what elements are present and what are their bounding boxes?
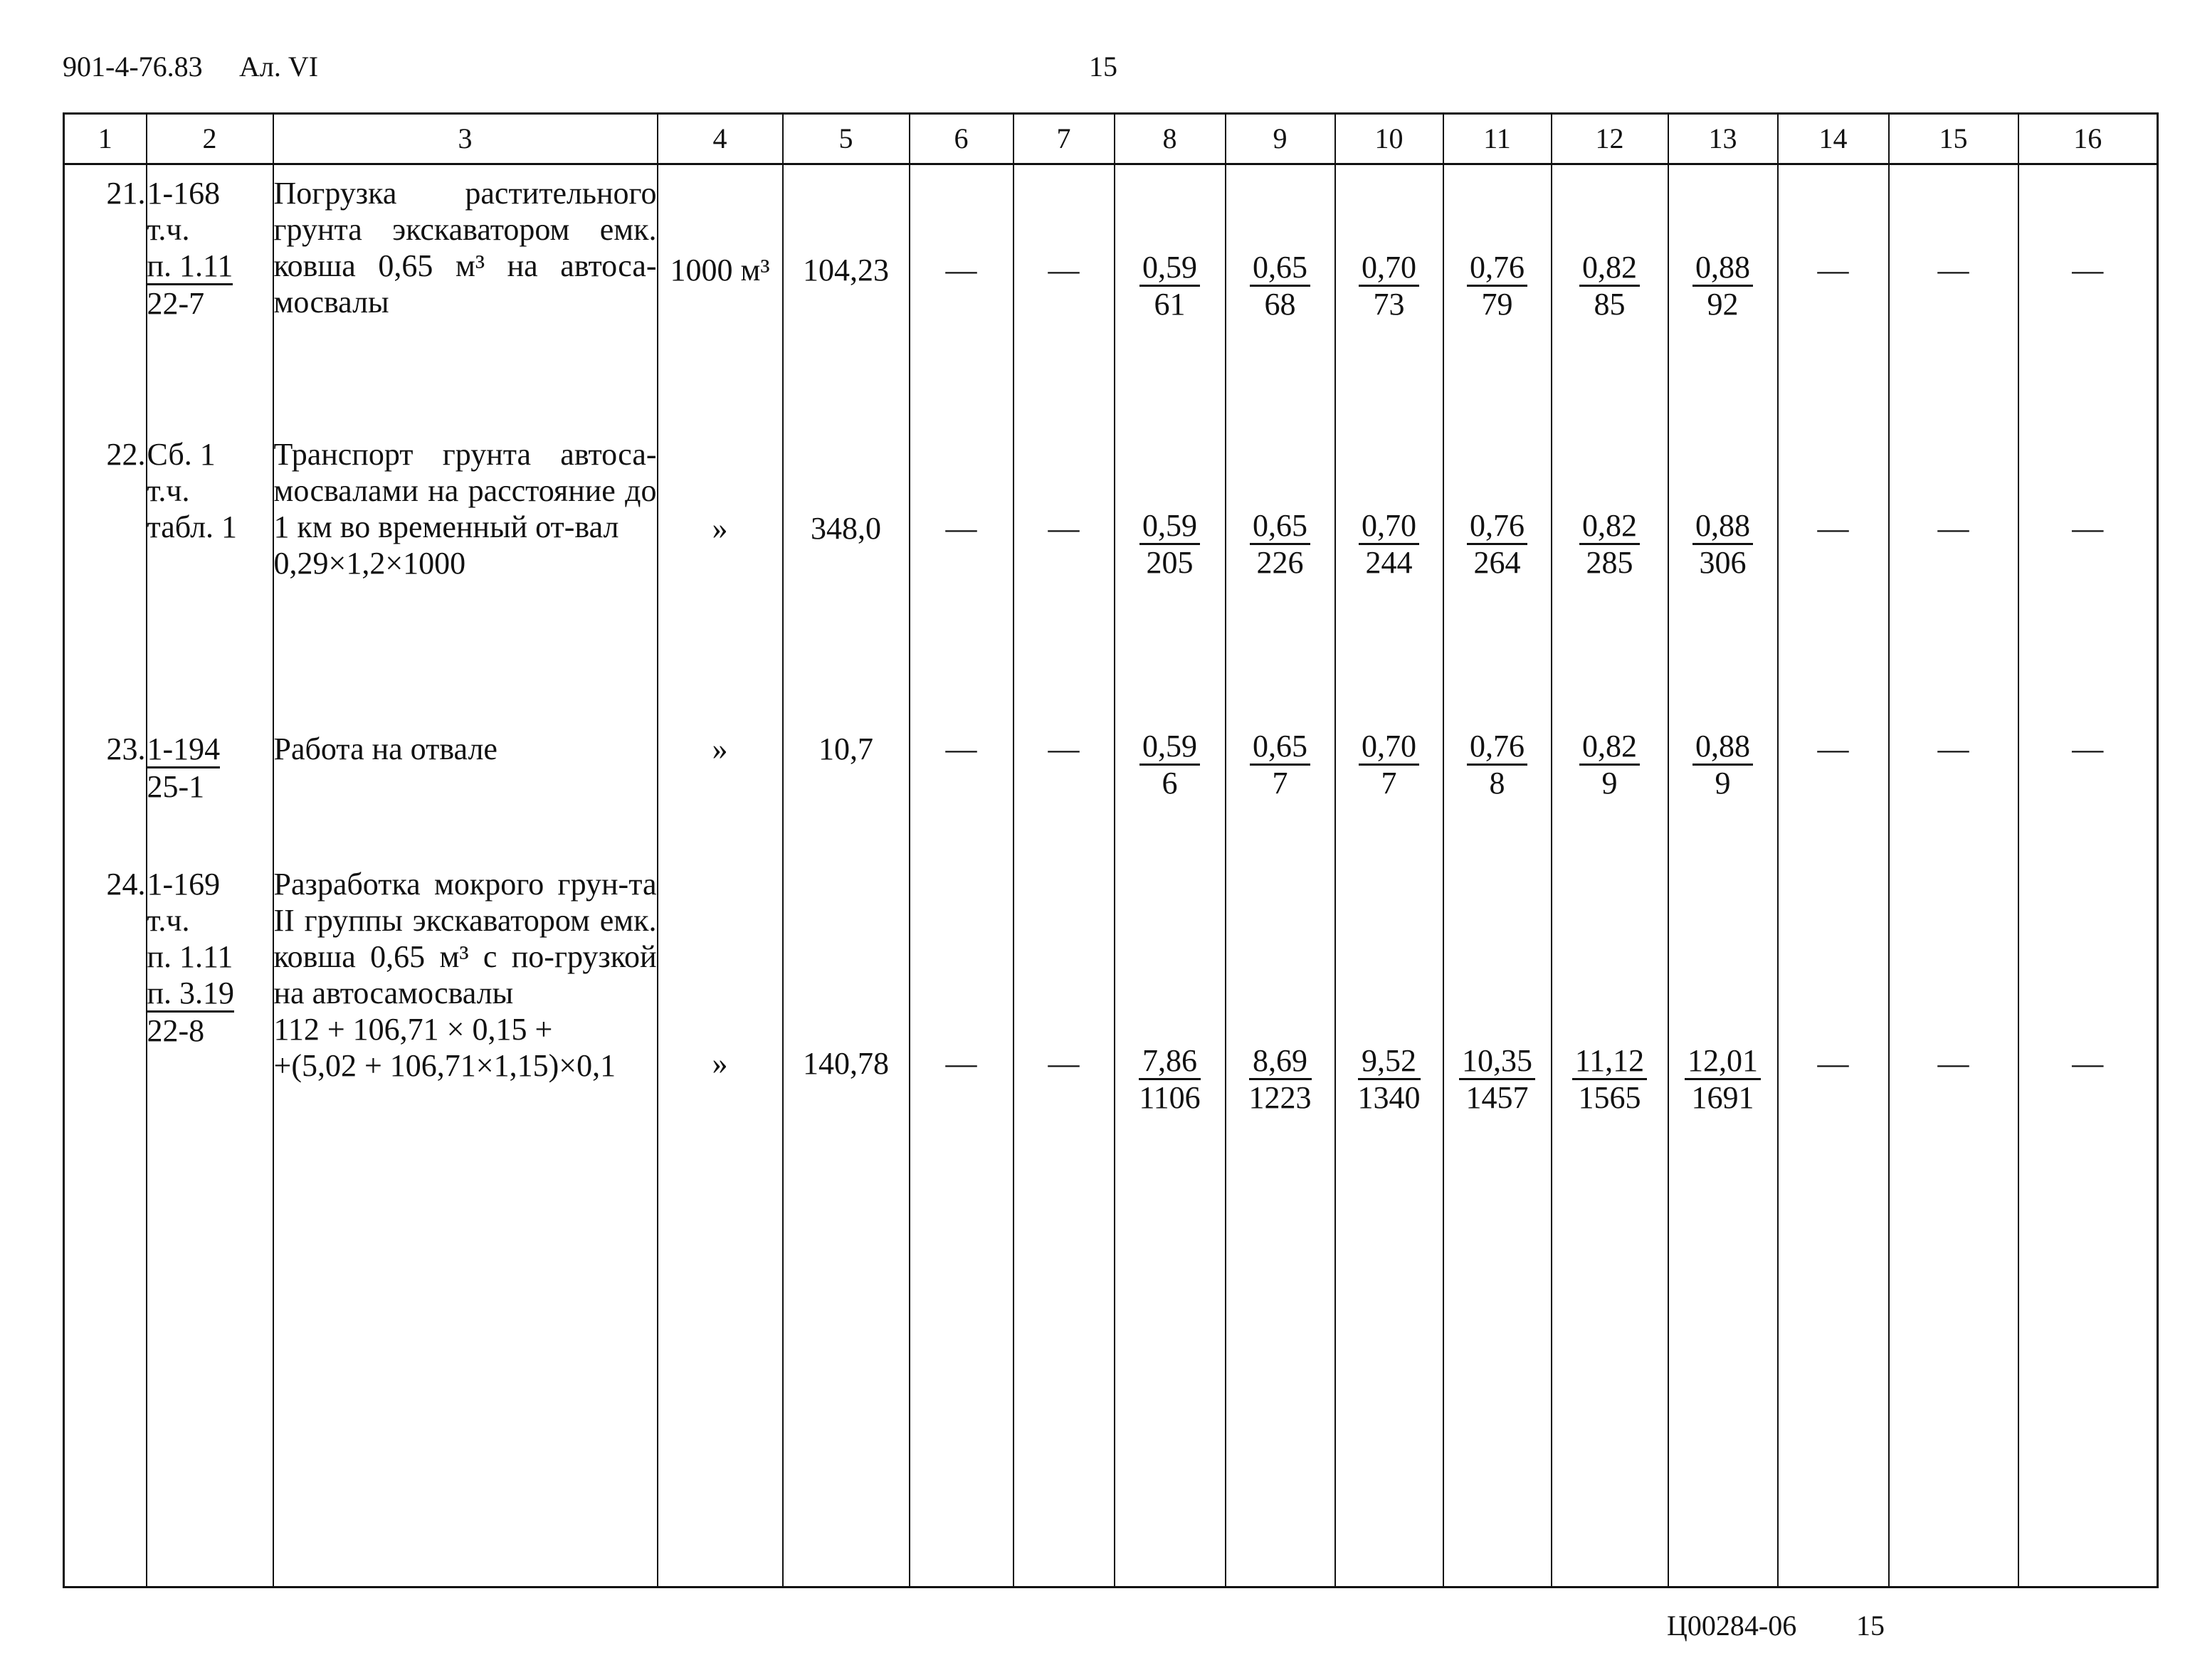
reference-line: 1-168 bbox=[147, 176, 221, 211]
dash: — bbox=[1937, 510, 1969, 546]
coefficient: 0,59 bbox=[1139, 509, 1200, 545]
coefficient-value: 226 bbox=[1256, 544, 1304, 580]
unit: » bbox=[712, 1045, 728, 1081]
coefficient-cell bbox=[1668, 164, 1778, 426]
coefficient: 0,88 bbox=[1692, 509, 1753, 545]
coefficient-fraction bbox=[1579, 509, 1640, 581]
dash: — bbox=[2072, 731, 2104, 766]
estimate-table bbox=[63, 112, 2159, 1588]
coefficient-cell bbox=[1335, 164, 1443, 426]
coefficient: 0,76 bbox=[1467, 729, 1527, 766]
coefficient-fraction bbox=[1579, 250, 1640, 322]
coefficient-value: 92 bbox=[1707, 287, 1739, 322]
coefficient: 0,65 bbox=[1250, 729, 1310, 766]
coefficient-value: 61 bbox=[1154, 287, 1186, 322]
coefficient: 0,88 bbox=[1692, 729, 1753, 766]
coefficient-value: 244 bbox=[1365, 544, 1413, 580]
column-number: 3 bbox=[273, 114, 658, 164]
unit-cell bbox=[658, 426, 783, 721]
coefficient: 0,59 bbox=[1139, 250, 1200, 287]
coefficient: 0,70 bbox=[1359, 509, 1419, 545]
column-number: 7 bbox=[1013, 114, 1115, 164]
coefficient-value: 7 bbox=[1381, 765, 1397, 801]
quantity-cell bbox=[783, 721, 910, 856]
coefficient-cell bbox=[1335, 426, 1443, 721]
unit: 1000 м³ bbox=[670, 253, 770, 287]
table-row bbox=[64, 856, 2158, 1587]
column-number-row bbox=[64, 114, 2158, 164]
empty-value-cell bbox=[1013, 164, 1115, 426]
coefficient-fraction bbox=[1692, 509, 1753, 581]
coefficient-cell bbox=[1115, 164, 1226, 426]
coefficient-cell bbox=[1668, 856, 1778, 1587]
album-number: Ал. VI bbox=[239, 51, 319, 83]
coefficient-cell bbox=[1226, 721, 1335, 856]
dash: — bbox=[2072, 510, 2104, 546]
coefficient-cell bbox=[1115, 721, 1226, 856]
empty-value-cell bbox=[2018, 721, 2158, 856]
coefficient-fraction bbox=[1692, 729, 1753, 801]
coefficient-fraction bbox=[1359, 509, 1419, 581]
column-number: 9 bbox=[1226, 114, 1335, 164]
coefficient-cell bbox=[1443, 856, 1552, 1587]
coefficient-value: 68 bbox=[1264, 287, 1296, 322]
coefficient-fraction bbox=[1579, 729, 1640, 801]
coefficient: 0,70 bbox=[1359, 250, 1419, 287]
dash: — bbox=[945, 253, 977, 287]
column-number: 5 bbox=[783, 114, 910, 164]
dash: — bbox=[945, 510, 977, 546]
empty-value-cell bbox=[1778, 164, 1889, 426]
quantity-cell bbox=[783, 164, 910, 426]
coefficient: 7,86 bbox=[1139, 1044, 1200, 1080]
coefficient-cell bbox=[1552, 856, 1668, 1587]
coefficient-cell bbox=[1443, 164, 1552, 426]
column-number: 15 bbox=[1889, 114, 2018, 164]
reference-numerator: п. 3.19 bbox=[147, 976, 235, 1013]
coefficient: 9,52 bbox=[1358, 1044, 1421, 1080]
dash: — bbox=[1937, 731, 1969, 766]
coefficient: 0,82 bbox=[1579, 509, 1640, 545]
reference-line: т.ч. bbox=[147, 902, 190, 938]
coefficient-cell bbox=[1226, 426, 1335, 721]
coefficient-value: 79 bbox=[1481, 287, 1513, 322]
reference-fraction bbox=[147, 248, 273, 285]
coefficient-fraction bbox=[1359, 729, 1419, 801]
coefficient-cell bbox=[1552, 164, 1668, 426]
column-number: 1 bbox=[64, 114, 147, 164]
coefficient-fraction bbox=[1685, 1044, 1761, 1116]
coefficient-fraction bbox=[1572, 1044, 1647, 1116]
footer-code: Ц00284-06 bbox=[1667, 1610, 1797, 1642]
column-number: 14 bbox=[1778, 114, 1889, 164]
coefficient-value: 1691 bbox=[1691, 1079, 1754, 1115]
coefficient-cell bbox=[1443, 721, 1552, 856]
coefficient-value: 1223 bbox=[1248, 1079, 1312, 1115]
empty-value-cell bbox=[910, 721, 1013, 856]
dash: — bbox=[1048, 510, 1080, 546]
row-number-cell bbox=[64, 721, 147, 856]
empty-value-cell bbox=[910, 426, 1013, 721]
table-row bbox=[64, 721, 2158, 856]
coefficient-fraction bbox=[1459, 1044, 1535, 1116]
column-number: 13 bbox=[1668, 114, 1778, 164]
coefficient-value: 1106 bbox=[1139, 1079, 1201, 1115]
table-row bbox=[64, 164, 2158, 426]
reference-cell bbox=[147, 164, 273, 426]
unit: » bbox=[712, 510, 728, 546]
row-number-cell bbox=[64, 164, 147, 426]
coefficient-fraction bbox=[1359, 250, 1419, 322]
empty-value-cell bbox=[1889, 164, 2018, 426]
coefficient: 0,82 bbox=[1579, 250, 1640, 287]
coefficient-value: 8 bbox=[1489, 765, 1505, 801]
coefficient-value: 9 bbox=[1715, 765, 1731, 801]
reference-numerator: п. 1.11 bbox=[147, 248, 233, 285]
coefficient-fraction bbox=[1467, 250, 1527, 322]
quantity: 348,0 bbox=[811, 510, 881, 546]
row-number-cell bbox=[64, 856, 147, 1587]
coefficient-fraction bbox=[1249, 1044, 1312, 1116]
description-line: Транспорт грунта автоса-мосвалами на расстояние до 1 км во временный от-вал bbox=[273, 436, 657, 544]
quantity: 10,7 bbox=[818, 731, 873, 766]
coefficient-value: 73 bbox=[1373, 287, 1405, 322]
coefficient-cell bbox=[1115, 856, 1226, 1587]
reference-line: табл. 1 bbox=[147, 509, 238, 544]
empty-value-cell bbox=[1778, 426, 1889, 721]
dash: — bbox=[1048, 731, 1080, 766]
coefficient-cell bbox=[1668, 721, 1778, 856]
description-cell bbox=[273, 164, 658, 426]
page-number: 15 bbox=[1089, 51, 1117, 83]
coefficient-fraction bbox=[1139, 250, 1200, 322]
reference-cell bbox=[147, 856, 273, 1587]
empty-value-cell bbox=[2018, 164, 2158, 426]
column-number: 6 bbox=[910, 114, 1013, 164]
reference-line: п. 1.11 bbox=[147, 939, 233, 974]
dash: — bbox=[945, 1045, 977, 1081]
coefficient-fraction bbox=[1139, 509, 1200, 581]
coefficient-value: 306 bbox=[1699, 544, 1747, 580]
coefficient-fraction bbox=[1250, 729, 1310, 801]
coefficient: 0,88 bbox=[1692, 250, 1753, 287]
quantity: 140,78 bbox=[803, 1045, 889, 1081]
description-line: 0,29×1,2×1000 bbox=[273, 545, 466, 581]
empty-value-cell bbox=[910, 856, 1013, 1587]
coefficient-cell bbox=[1115, 426, 1226, 721]
empty-value-cell bbox=[910, 164, 1013, 426]
description-line: 112 + 106,71 × 0,15 + bbox=[273, 1011, 553, 1047]
empty-value-cell bbox=[1013, 426, 1115, 721]
quantity-cell bbox=[783, 426, 910, 721]
dash: — bbox=[2072, 1045, 2104, 1081]
row-number: 24. bbox=[106, 866, 146, 902]
empty-value-cell bbox=[1778, 721, 1889, 856]
reference-line: 1-169 bbox=[147, 866, 221, 902]
coefficient-fraction bbox=[1692, 250, 1753, 322]
empty-value-cell bbox=[1013, 721, 1115, 856]
dash: — bbox=[1817, 1045, 1849, 1081]
coefficient-cell bbox=[1226, 164, 1335, 426]
coefficient-value: 1340 bbox=[1357, 1079, 1421, 1115]
coefficient-value: 85 bbox=[1594, 287, 1626, 322]
coefficient: 10,35 bbox=[1459, 1044, 1535, 1080]
coefficient-fraction bbox=[1250, 250, 1310, 322]
coefficient-value: 1565 bbox=[1578, 1079, 1641, 1115]
coefficient: 8,69 bbox=[1249, 1044, 1312, 1080]
coefficient-cell bbox=[1335, 721, 1443, 856]
dash: — bbox=[945, 731, 977, 766]
empty-value-cell bbox=[2018, 856, 2158, 1587]
footer-page-number: 15 bbox=[1856, 1610, 1885, 1642]
reference-line: Сб. 1 bbox=[147, 436, 216, 472]
column-number: 11 bbox=[1443, 114, 1552, 164]
coefficient: 0,70 bbox=[1359, 729, 1419, 766]
column-number: 4 bbox=[658, 114, 783, 164]
dash: — bbox=[2072, 253, 2104, 287]
empty-value-cell bbox=[1778, 856, 1889, 1587]
dash: — bbox=[1817, 253, 1849, 287]
empty-value-cell bbox=[1889, 856, 2018, 1587]
coefficient-value: 7 bbox=[1272, 765, 1288, 801]
unit-cell bbox=[658, 164, 783, 426]
coefficient: 0,59 bbox=[1139, 729, 1200, 766]
reference-line: т.ч. bbox=[147, 472, 190, 508]
quantity-cell bbox=[783, 856, 910, 1587]
coefficient-value: 264 bbox=[1473, 544, 1521, 580]
document-code: 901-4-76.83 bbox=[63, 51, 203, 83]
dash: — bbox=[1048, 1045, 1080, 1081]
coefficient-fraction bbox=[1467, 729, 1527, 801]
reference-cell bbox=[147, 426, 273, 721]
coefficient: 0,65 bbox=[1250, 509, 1310, 545]
column-number: 12 bbox=[1552, 114, 1668, 164]
coefficient-value: 9 bbox=[1601, 765, 1618, 801]
dash: — bbox=[1048, 253, 1080, 287]
coefficient: 0,82 bbox=[1579, 729, 1640, 766]
coefficient-value: 205 bbox=[1146, 544, 1194, 580]
row-number: 22. bbox=[106, 436, 146, 472]
coefficient-cell bbox=[1226, 856, 1335, 1587]
row-number-cell bbox=[64, 426, 147, 721]
coefficient-cell bbox=[1668, 426, 1778, 721]
coefficient-fraction bbox=[1139, 729, 1200, 801]
description-line: Погрузка растительного грунта экскаватором емк. ковша 0,65 м³ на автоса-мосвалы bbox=[273, 176, 657, 319]
coefficient-value: 285 bbox=[1586, 544, 1633, 580]
coefficient-fraction bbox=[1358, 1044, 1421, 1116]
coefficient-cell bbox=[1443, 426, 1552, 721]
column-number: 2 bbox=[147, 114, 273, 164]
row-number: 23. bbox=[106, 731, 146, 766]
description-cell bbox=[273, 856, 658, 1587]
unit-cell bbox=[658, 856, 783, 1587]
reference-denominator: 22-8 bbox=[147, 1013, 205, 1048]
coefficient-cell bbox=[1552, 426, 1668, 721]
coefficient: 0,76 bbox=[1467, 250, 1527, 287]
reference-line: т.ч. bbox=[147, 212, 190, 247]
coefficient-cell bbox=[1552, 721, 1668, 856]
coefficient-value: 6 bbox=[1162, 765, 1178, 801]
coefficient: 0,76 bbox=[1467, 509, 1527, 545]
coefficient: 0,65 bbox=[1250, 250, 1310, 287]
reference-cell bbox=[147, 721, 273, 856]
description-line: +(5,02 + 106,71×1,15)×0,1 bbox=[273, 1047, 616, 1083]
description-line: Разработка мокрого грун-та II группы экскаватором емк. ковша 0,65 м³ с по-грузкой на автосамосвалы bbox=[273, 866, 657, 1010]
coefficient: 11,12 bbox=[1572, 1044, 1647, 1080]
empty-value-cell bbox=[2018, 426, 2158, 721]
quantity: 104,23 bbox=[803, 253, 889, 287]
coefficient-fraction bbox=[1139, 1044, 1200, 1116]
reference-fraction bbox=[147, 975, 273, 1013]
coefficient-fraction bbox=[1250, 509, 1310, 581]
table-row bbox=[64, 426, 2158, 721]
dash: — bbox=[1817, 510, 1849, 546]
empty-value-cell bbox=[1889, 426, 2018, 721]
description-line: Работа на отвале bbox=[273, 731, 497, 766]
column-number: 10 bbox=[1335, 114, 1443, 164]
empty-value-cell bbox=[1013, 856, 1115, 1587]
coefficient-cell bbox=[1335, 856, 1443, 1587]
coefficient-fraction bbox=[1467, 509, 1527, 581]
reference-denominator: 22-7 bbox=[147, 286, 205, 321]
description-cell bbox=[273, 426, 658, 721]
dash: — bbox=[1817, 731, 1849, 766]
coefficient-value: 1457 bbox=[1465, 1079, 1529, 1115]
reference-denominator: 25-1 bbox=[147, 768, 205, 804]
reference-numerator: 1-194 bbox=[147, 731, 221, 768]
empty-value-cell bbox=[1889, 721, 2018, 856]
dash: — bbox=[1937, 1045, 1969, 1081]
unit-cell bbox=[658, 721, 783, 856]
unit: » bbox=[712, 731, 728, 766]
dash: — bbox=[1937, 253, 1969, 287]
coefficient: 12,01 bbox=[1685, 1044, 1761, 1080]
column-number: 16 bbox=[2018, 114, 2158, 164]
column-number: 8 bbox=[1115, 114, 1226, 164]
reference-fraction bbox=[147, 731, 273, 768]
row-number: 21. bbox=[106, 176, 146, 211]
description-cell bbox=[273, 721, 658, 856]
